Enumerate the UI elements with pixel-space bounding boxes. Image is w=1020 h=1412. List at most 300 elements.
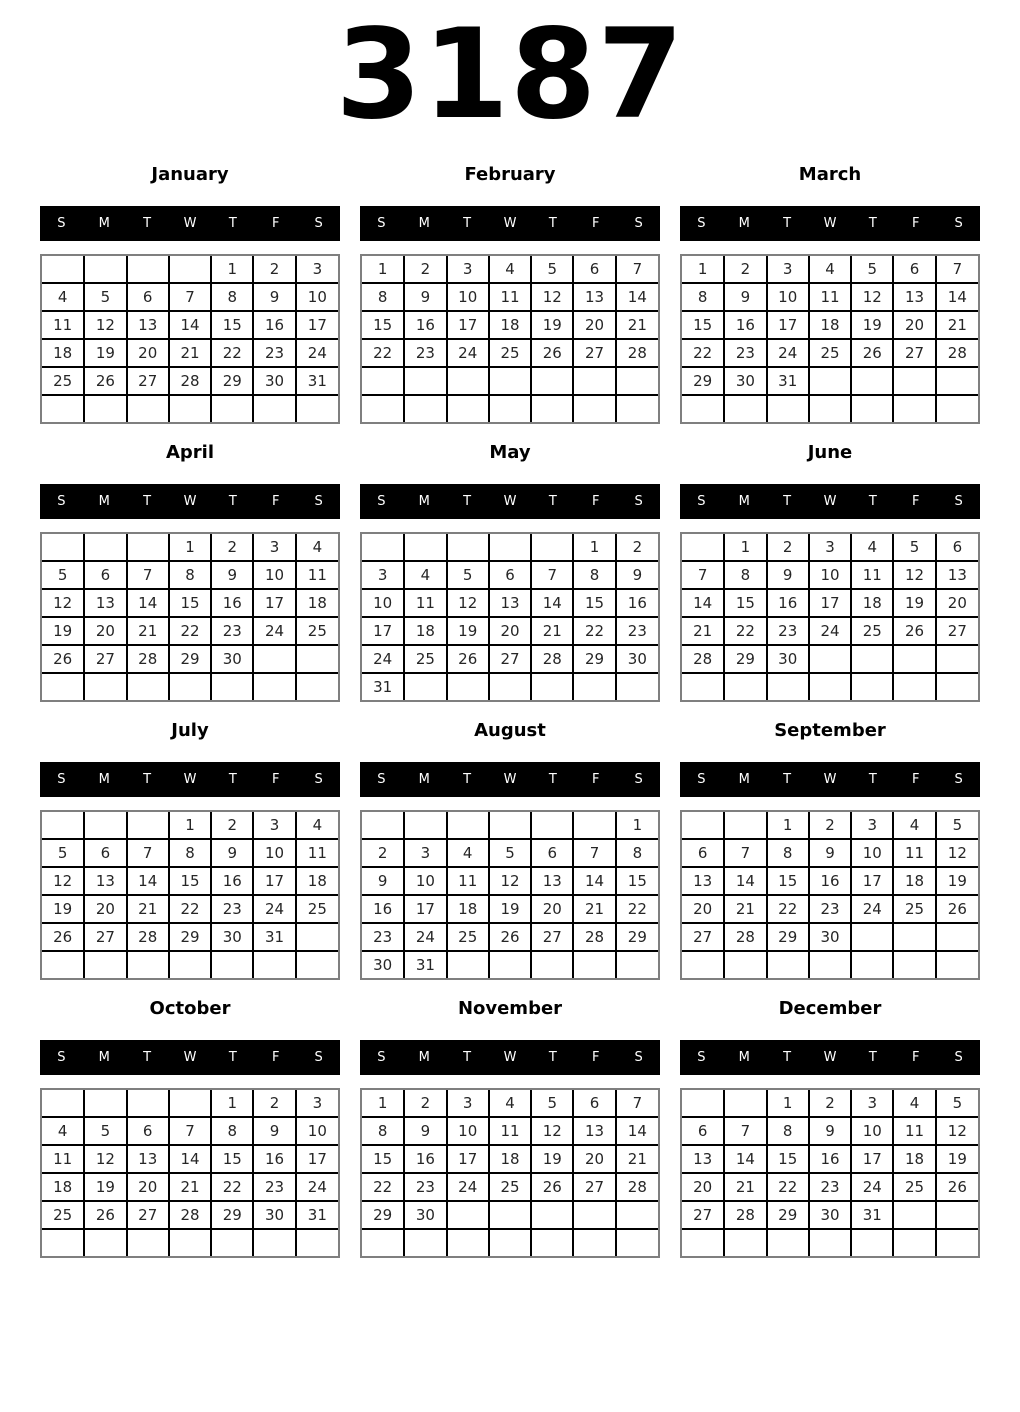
weekday-label: W bbox=[183, 494, 197, 509]
day-cell: 9 bbox=[809, 839, 851, 867]
day-cell bbox=[404, 395, 446, 422]
weekday-label: S bbox=[954, 772, 963, 787]
day-cell bbox=[936, 673, 978, 700]
day-cell bbox=[573, 395, 615, 422]
weekday-label: M bbox=[738, 216, 750, 231]
month-grid-frame bbox=[360, 532, 660, 702]
week-row bbox=[682, 645, 978, 673]
day-cell: 28 bbox=[573, 923, 615, 951]
day-cell bbox=[253, 673, 295, 700]
day-cell: 16 bbox=[253, 311, 295, 339]
weekday-label: T bbox=[783, 216, 792, 231]
week-row bbox=[682, 812, 978, 839]
day-cell: 3 bbox=[253, 812, 295, 839]
day-cell bbox=[573, 951, 615, 978]
week-row bbox=[682, 589, 978, 617]
day-cell: 9 bbox=[404, 1117, 446, 1145]
day-cell bbox=[851, 923, 893, 951]
day-cell bbox=[211, 1229, 253, 1256]
day-cell bbox=[84, 395, 126, 422]
day-cell: 25 bbox=[447, 923, 489, 951]
day-cell bbox=[809, 1229, 851, 1256]
day-cell: 20 bbox=[682, 1173, 724, 1201]
day-cell: 7 bbox=[616, 256, 658, 283]
day-cell bbox=[724, 951, 766, 978]
weekday-header-bar bbox=[680, 1040, 980, 1075]
week-row bbox=[362, 311, 658, 339]
week-row bbox=[42, 367, 338, 395]
day-cell: 14 bbox=[724, 1145, 766, 1173]
day-cell: 12 bbox=[851, 283, 893, 311]
day-cell bbox=[362, 812, 404, 839]
month-july bbox=[40, 706, 340, 980]
day-cell: 19 bbox=[84, 1173, 126, 1201]
day-cell: 4 bbox=[404, 561, 446, 589]
day-cell: 14 bbox=[936, 283, 978, 311]
day-cell bbox=[362, 395, 404, 422]
day-cell: 26 bbox=[531, 339, 573, 367]
weekday-label: T bbox=[868, 772, 877, 787]
day-cell: 13 bbox=[84, 589, 126, 617]
day-cell: 28 bbox=[616, 1173, 658, 1201]
day-cell: 6 bbox=[127, 283, 169, 311]
day-cell: 15 bbox=[682, 311, 724, 339]
day-cell: 15 bbox=[767, 867, 809, 895]
day-cell bbox=[404, 367, 446, 395]
day-cell: 18 bbox=[809, 311, 851, 339]
weekday-label: M bbox=[418, 1050, 430, 1065]
day-cell: 19 bbox=[936, 867, 978, 895]
week-row bbox=[362, 673, 658, 700]
day-cell: 3 bbox=[447, 1090, 489, 1117]
day-cell: 18 bbox=[489, 1145, 531, 1173]
month-may bbox=[360, 428, 660, 702]
day-cell bbox=[682, 1090, 724, 1117]
week-row bbox=[42, 339, 338, 367]
day-cell bbox=[573, 367, 615, 395]
day-cell: 6 bbox=[573, 256, 615, 283]
weekday-label: S bbox=[57, 216, 66, 231]
weekday-label: S bbox=[697, 216, 706, 231]
day-cell: 17 bbox=[404, 895, 446, 923]
day-cell bbox=[127, 256, 169, 283]
day-cell: 31 bbox=[296, 1201, 338, 1229]
day-cell: 24 bbox=[447, 339, 489, 367]
day-cell bbox=[489, 395, 531, 422]
day-cell: 20 bbox=[893, 311, 935, 339]
weekday-label: F bbox=[911, 216, 920, 231]
day-cell bbox=[42, 534, 84, 561]
week-row bbox=[362, 367, 658, 395]
day-cell bbox=[893, 645, 935, 673]
day-cell bbox=[489, 1201, 531, 1229]
day-cell: 13 bbox=[936, 561, 978, 589]
day-cell: 14 bbox=[682, 589, 724, 617]
day-cell: 26 bbox=[42, 645, 84, 673]
day-cell: 20 bbox=[531, 895, 573, 923]
weekday-label: T bbox=[548, 1050, 557, 1065]
day-cell: 10 bbox=[767, 283, 809, 311]
day-cell: 20 bbox=[489, 617, 531, 645]
day-cell: 8 bbox=[169, 839, 211, 867]
day-cell bbox=[296, 673, 338, 700]
day-cell: 7 bbox=[127, 561, 169, 589]
weekday-label: T bbox=[143, 772, 152, 787]
month-title: May bbox=[489, 442, 531, 463]
day-cell: 11 bbox=[489, 283, 531, 311]
day-cell: 11 bbox=[893, 839, 935, 867]
day-cell: 21 bbox=[169, 1173, 211, 1201]
day-cell bbox=[169, 256, 211, 283]
day-cell bbox=[253, 645, 295, 673]
day-cell: 13 bbox=[531, 867, 573, 895]
day-cell: 22 bbox=[767, 895, 809, 923]
day-cell: 11 bbox=[851, 561, 893, 589]
day-cell: 3 bbox=[253, 534, 295, 561]
day-cell: 27 bbox=[682, 923, 724, 951]
day-cell: 20 bbox=[84, 617, 126, 645]
week-row bbox=[42, 1145, 338, 1173]
day-cell bbox=[809, 645, 851, 673]
month-grid-frame bbox=[360, 254, 660, 424]
day-cell: 26 bbox=[936, 1173, 978, 1201]
day-cell: 13 bbox=[682, 867, 724, 895]
weekday-label: T bbox=[463, 216, 472, 231]
day-cell: 9 bbox=[253, 283, 295, 311]
weekday-label: M bbox=[418, 494, 430, 509]
day-cell: 30 bbox=[767, 645, 809, 673]
weekday-label: S bbox=[697, 772, 706, 787]
day-cell: 5 bbox=[84, 283, 126, 311]
day-cell: 18 bbox=[893, 867, 935, 895]
day-cell: 6 bbox=[682, 839, 724, 867]
day-cell bbox=[573, 1229, 615, 1256]
day-cell: 1 bbox=[169, 812, 211, 839]
week-row bbox=[42, 1173, 338, 1201]
day-cell: 17 bbox=[851, 1145, 893, 1173]
week-row bbox=[42, 283, 338, 311]
day-cell bbox=[682, 1229, 724, 1256]
weekday-label: T bbox=[548, 494, 557, 509]
day-cell: 22 bbox=[682, 339, 724, 367]
day-cell: 17 bbox=[296, 311, 338, 339]
day-cell: 24 bbox=[767, 339, 809, 367]
day-cell: 20 bbox=[127, 1173, 169, 1201]
weekday-label: F bbox=[591, 772, 600, 787]
day-cell: 24 bbox=[851, 895, 893, 923]
day-cell: 17 bbox=[253, 867, 295, 895]
weekday-label: W bbox=[823, 1050, 837, 1065]
weekday-label: S bbox=[314, 216, 323, 231]
day-cell: 19 bbox=[936, 1145, 978, 1173]
day-cell: 28 bbox=[682, 645, 724, 673]
day-cell: 16 bbox=[809, 867, 851, 895]
day-cell: 18 bbox=[296, 867, 338, 895]
day-cell: 10 bbox=[296, 283, 338, 311]
week-row bbox=[42, 673, 338, 700]
weekday-label: W bbox=[503, 216, 517, 231]
day-cell: 16 bbox=[767, 589, 809, 617]
day-cell: 11 bbox=[42, 1145, 84, 1173]
day-cell: 2 bbox=[362, 839, 404, 867]
day-cell: 4 bbox=[296, 534, 338, 561]
day-cell: 16 bbox=[404, 1145, 446, 1173]
day-cell bbox=[489, 812, 531, 839]
day-cell: 5 bbox=[936, 1090, 978, 1117]
day-cell: 14 bbox=[127, 867, 169, 895]
day-cell bbox=[893, 395, 935, 422]
day-cell bbox=[127, 812, 169, 839]
day-cell: 29 bbox=[767, 1201, 809, 1229]
month-october bbox=[40, 984, 340, 1258]
day-cell bbox=[893, 951, 935, 978]
day-cell: 5 bbox=[851, 256, 893, 283]
day-cell bbox=[936, 367, 978, 395]
day-cell bbox=[447, 812, 489, 839]
day-cell: 28 bbox=[616, 339, 658, 367]
day-cell bbox=[809, 367, 851, 395]
day-cell: 2 bbox=[809, 1090, 851, 1117]
day-cell: 21 bbox=[127, 895, 169, 923]
weekday-label: S bbox=[377, 1050, 386, 1065]
day-cell bbox=[404, 1229, 446, 1256]
day-cell: 6 bbox=[573, 1090, 615, 1117]
week-row bbox=[42, 311, 338, 339]
weekday-label: W bbox=[183, 216, 197, 231]
month-december bbox=[680, 984, 980, 1258]
day-cell: 12 bbox=[893, 561, 935, 589]
day-cell: 15 bbox=[767, 1145, 809, 1173]
day-cell bbox=[169, 395, 211, 422]
week-row bbox=[362, 561, 658, 589]
day-cell: 15 bbox=[211, 1145, 253, 1173]
day-cell bbox=[296, 1229, 338, 1256]
weekday-label: T bbox=[143, 1050, 152, 1065]
day-cell: 8 bbox=[362, 283, 404, 311]
week-row bbox=[682, 367, 978, 395]
day-cell: 26 bbox=[936, 895, 978, 923]
day-cell: 30 bbox=[362, 951, 404, 978]
day-cell bbox=[893, 673, 935, 700]
year-header bbox=[0, 0, 1020, 150]
day-cell: 13 bbox=[573, 1117, 615, 1145]
day-cell: 21 bbox=[616, 1145, 658, 1173]
day-cell: 29 bbox=[724, 645, 766, 673]
day-cell: 31 bbox=[767, 367, 809, 395]
month-grid bbox=[682, 812, 978, 978]
day-cell: 13 bbox=[489, 589, 531, 617]
day-cell: 9 bbox=[616, 561, 658, 589]
day-cell: 2 bbox=[404, 1090, 446, 1117]
day-cell: 25 bbox=[42, 1201, 84, 1229]
weekday-label: W bbox=[503, 494, 517, 509]
weekday-label: S bbox=[697, 1050, 706, 1065]
day-cell bbox=[362, 1229, 404, 1256]
day-cell: 1 bbox=[767, 812, 809, 839]
month-grid bbox=[362, 1090, 658, 1256]
day-cell: 14 bbox=[573, 867, 615, 895]
month-title: September bbox=[774, 720, 886, 741]
day-cell bbox=[936, 645, 978, 673]
month-grid-frame bbox=[680, 532, 980, 702]
day-cell: 3 bbox=[767, 256, 809, 283]
day-cell: 30 bbox=[253, 367, 295, 395]
day-cell bbox=[893, 1201, 935, 1229]
day-cell: 18 bbox=[296, 589, 338, 617]
day-cell: 24 bbox=[253, 617, 295, 645]
day-cell: 2 bbox=[253, 256, 295, 283]
day-cell: 3 bbox=[851, 812, 893, 839]
day-cell: 27 bbox=[573, 339, 615, 367]
weekday-header-bar bbox=[680, 484, 980, 519]
day-cell: 18 bbox=[851, 589, 893, 617]
week-row bbox=[362, 283, 658, 311]
weekday-label: W bbox=[823, 494, 837, 509]
day-cell bbox=[851, 367, 893, 395]
day-cell bbox=[531, 812, 573, 839]
day-cell: 7 bbox=[682, 561, 724, 589]
day-cell: 27 bbox=[489, 645, 531, 673]
day-cell: 16 bbox=[211, 867, 253, 895]
month-title: October bbox=[149, 998, 231, 1019]
weekday-label: M bbox=[738, 772, 750, 787]
day-cell: 12 bbox=[84, 311, 126, 339]
weekday-label: M bbox=[98, 216, 110, 231]
day-cell bbox=[42, 256, 84, 283]
day-cell: 23 bbox=[253, 339, 295, 367]
day-cell: 21 bbox=[724, 1173, 766, 1201]
day-cell: 25 bbox=[404, 645, 446, 673]
month-title: January bbox=[151, 164, 229, 185]
day-cell: 7 bbox=[724, 1117, 766, 1145]
day-cell: 15 bbox=[362, 1145, 404, 1173]
day-cell bbox=[84, 812, 126, 839]
day-cell: 25 bbox=[42, 367, 84, 395]
day-cell: 11 bbox=[809, 283, 851, 311]
weekday-label: W bbox=[503, 1050, 517, 1065]
day-cell: 24 bbox=[253, 895, 295, 923]
day-cell bbox=[42, 951, 84, 978]
day-cell: 30 bbox=[809, 1201, 851, 1229]
day-cell: 18 bbox=[489, 311, 531, 339]
month-grid-frame bbox=[680, 810, 980, 980]
day-cell bbox=[851, 645, 893, 673]
month-grid-frame bbox=[40, 254, 340, 424]
weekday-label: S bbox=[57, 494, 66, 509]
day-cell bbox=[127, 951, 169, 978]
week-row bbox=[42, 867, 338, 895]
day-cell: 2 bbox=[253, 1090, 295, 1117]
day-cell: 4 bbox=[893, 812, 935, 839]
month-title: February bbox=[464, 164, 556, 185]
day-cell: 30 bbox=[724, 367, 766, 395]
day-cell: 13 bbox=[573, 283, 615, 311]
week-row bbox=[42, 812, 338, 839]
day-cell: 11 bbox=[42, 311, 84, 339]
day-cell bbox=[447, 367, 489, 395]
day-cell: 3 bbox=[296, 256, 338, 283]
day-cell bbox=[851, 395, 893, 422]
day-cell: 2 bbox=[211, 812, 253, 839]
day-cell: 27 bbox=[84, 923, 126, 951]
weekday-label: S bbox=[314, 1050, 323, 1065]
day-cell: 22 bbox=[573, 617, 615, 645]
day-cell: 10 bbox=[296, 1117, 338, 1145]
day-cell: 24 bbox=[447, 1173, 489, 1201]
day-cell: 14 bbox=[127, 589, 169, 617]
day-cell: 12 bbox=[936, 839, 978, 867]
day-cell bbox=[573, 812, 615, 839]
weekday-label: F bbox=[911, 772, 920, 787]
week-row bbox=[362, 534, 658, 561]
day-cell: 15 bbox=[169, 867, 211, 895]
week-row bbox=[362, 1173, 658, 1201]
week-row bbox=[362, 839, 658, 867]
day-cell: 22 bbox=[169, 617, 211, 645]
day-cell: 9 bbox=[211, 561, 253, 589]
week-row bbox=[42, 1229, 338, 1256]
day-cell: 23 bbox=[253, 1173, 295, 1201]
week-row bbox=[682, 311, 978, 339]
day-cell bbox=[447, 673, 489, 700]
day-cell: 29 bbox=[211, 367, 253, 395]
day-cell: 17 bbox=[253, 589, 295, 617]
day-cell: 10 bbox=[362, 589, 404, 617]
day-cell bbox=[169, 673, 211, 700]
week-row bbox=[362, 923, 658, 951]
day-cell: 14 bbox=[616, 283, 658, 311]
day-cell bbox=[211, 395, 253, 422]
week-row bbox=[362, 1117, 658, 1145]
day-cell: 3 bbox=[447, 256, 489, 283]
day-cell: 3 bbox=[851, 1090, 893, 1117]
day-cell: 5 bbox=[489, 839, 531, 867]
day-cell bbox=[404, 812, 446, 839]
day-cell: 28 bbox=[531, 645, 573, 673]
day-cell bbox=[767, 673, 809, 700]
weekday-label: T bbox=[868, 1050, 877, 1065]
day-cell: 23 bbox=[404, 339, 446, 367]
day-cell: 8 bbox=[682, 283, 724, 311]
day-cell: 28 bbox=[127, 645, 169, 673]
week-row bbox=[362, 1201, 658, 1229]
day-cell: 8 bbox=[724, 561, 766, 589]
month-title: April bbox=[165, 442, 215, 463]
day-cell bbox=[127, 1090, 169, 1117]
day-cell: 29 bbox=[767, 923, 809, 951]
day-cell bbox=[296, 923, 338, 951]
day-cell: 5 bbox=[936, 812, 978, 839]
day-cell: 29 bbox=[211, 1201, 253, 1229]
day-cell bbox=[809, 673, 851, 700]
day-cell bbox=[42, 395, 84, 422]
week-row bbox=[362, 1090, 658, 1117]
day-cell: 7 bbox=[531, 561, 573, 589]
day-cell bbox=[616, 395, 658, 422]
week-row bbox=[42, 534, 338, 561]
day-cell: 17 bbox=[851, 867, 893, 895]
day-cell: 10 bbox=[447, 283, 489, 311]
weekday-header-bar bbox=[360, 484, 660, 519]
day-cell: 11 bbox=[404, 589, 446, 617]
day-cell bbox=[893, 1229, 935, 1256]
day-cell: 15 bbox=[573, 589, 615, 617]
day-cell: 16 bbox=[253, 1145, 295, 1173]
day-cell: 2 bbox=[767, 534, 809, 561]
day-cell: 10 bbox=[253, 839, 295, 867]
day-cell: 14 bbox=[531, 589, 573, 617]
day-cell bbox=[809, 951, 851, 978]
